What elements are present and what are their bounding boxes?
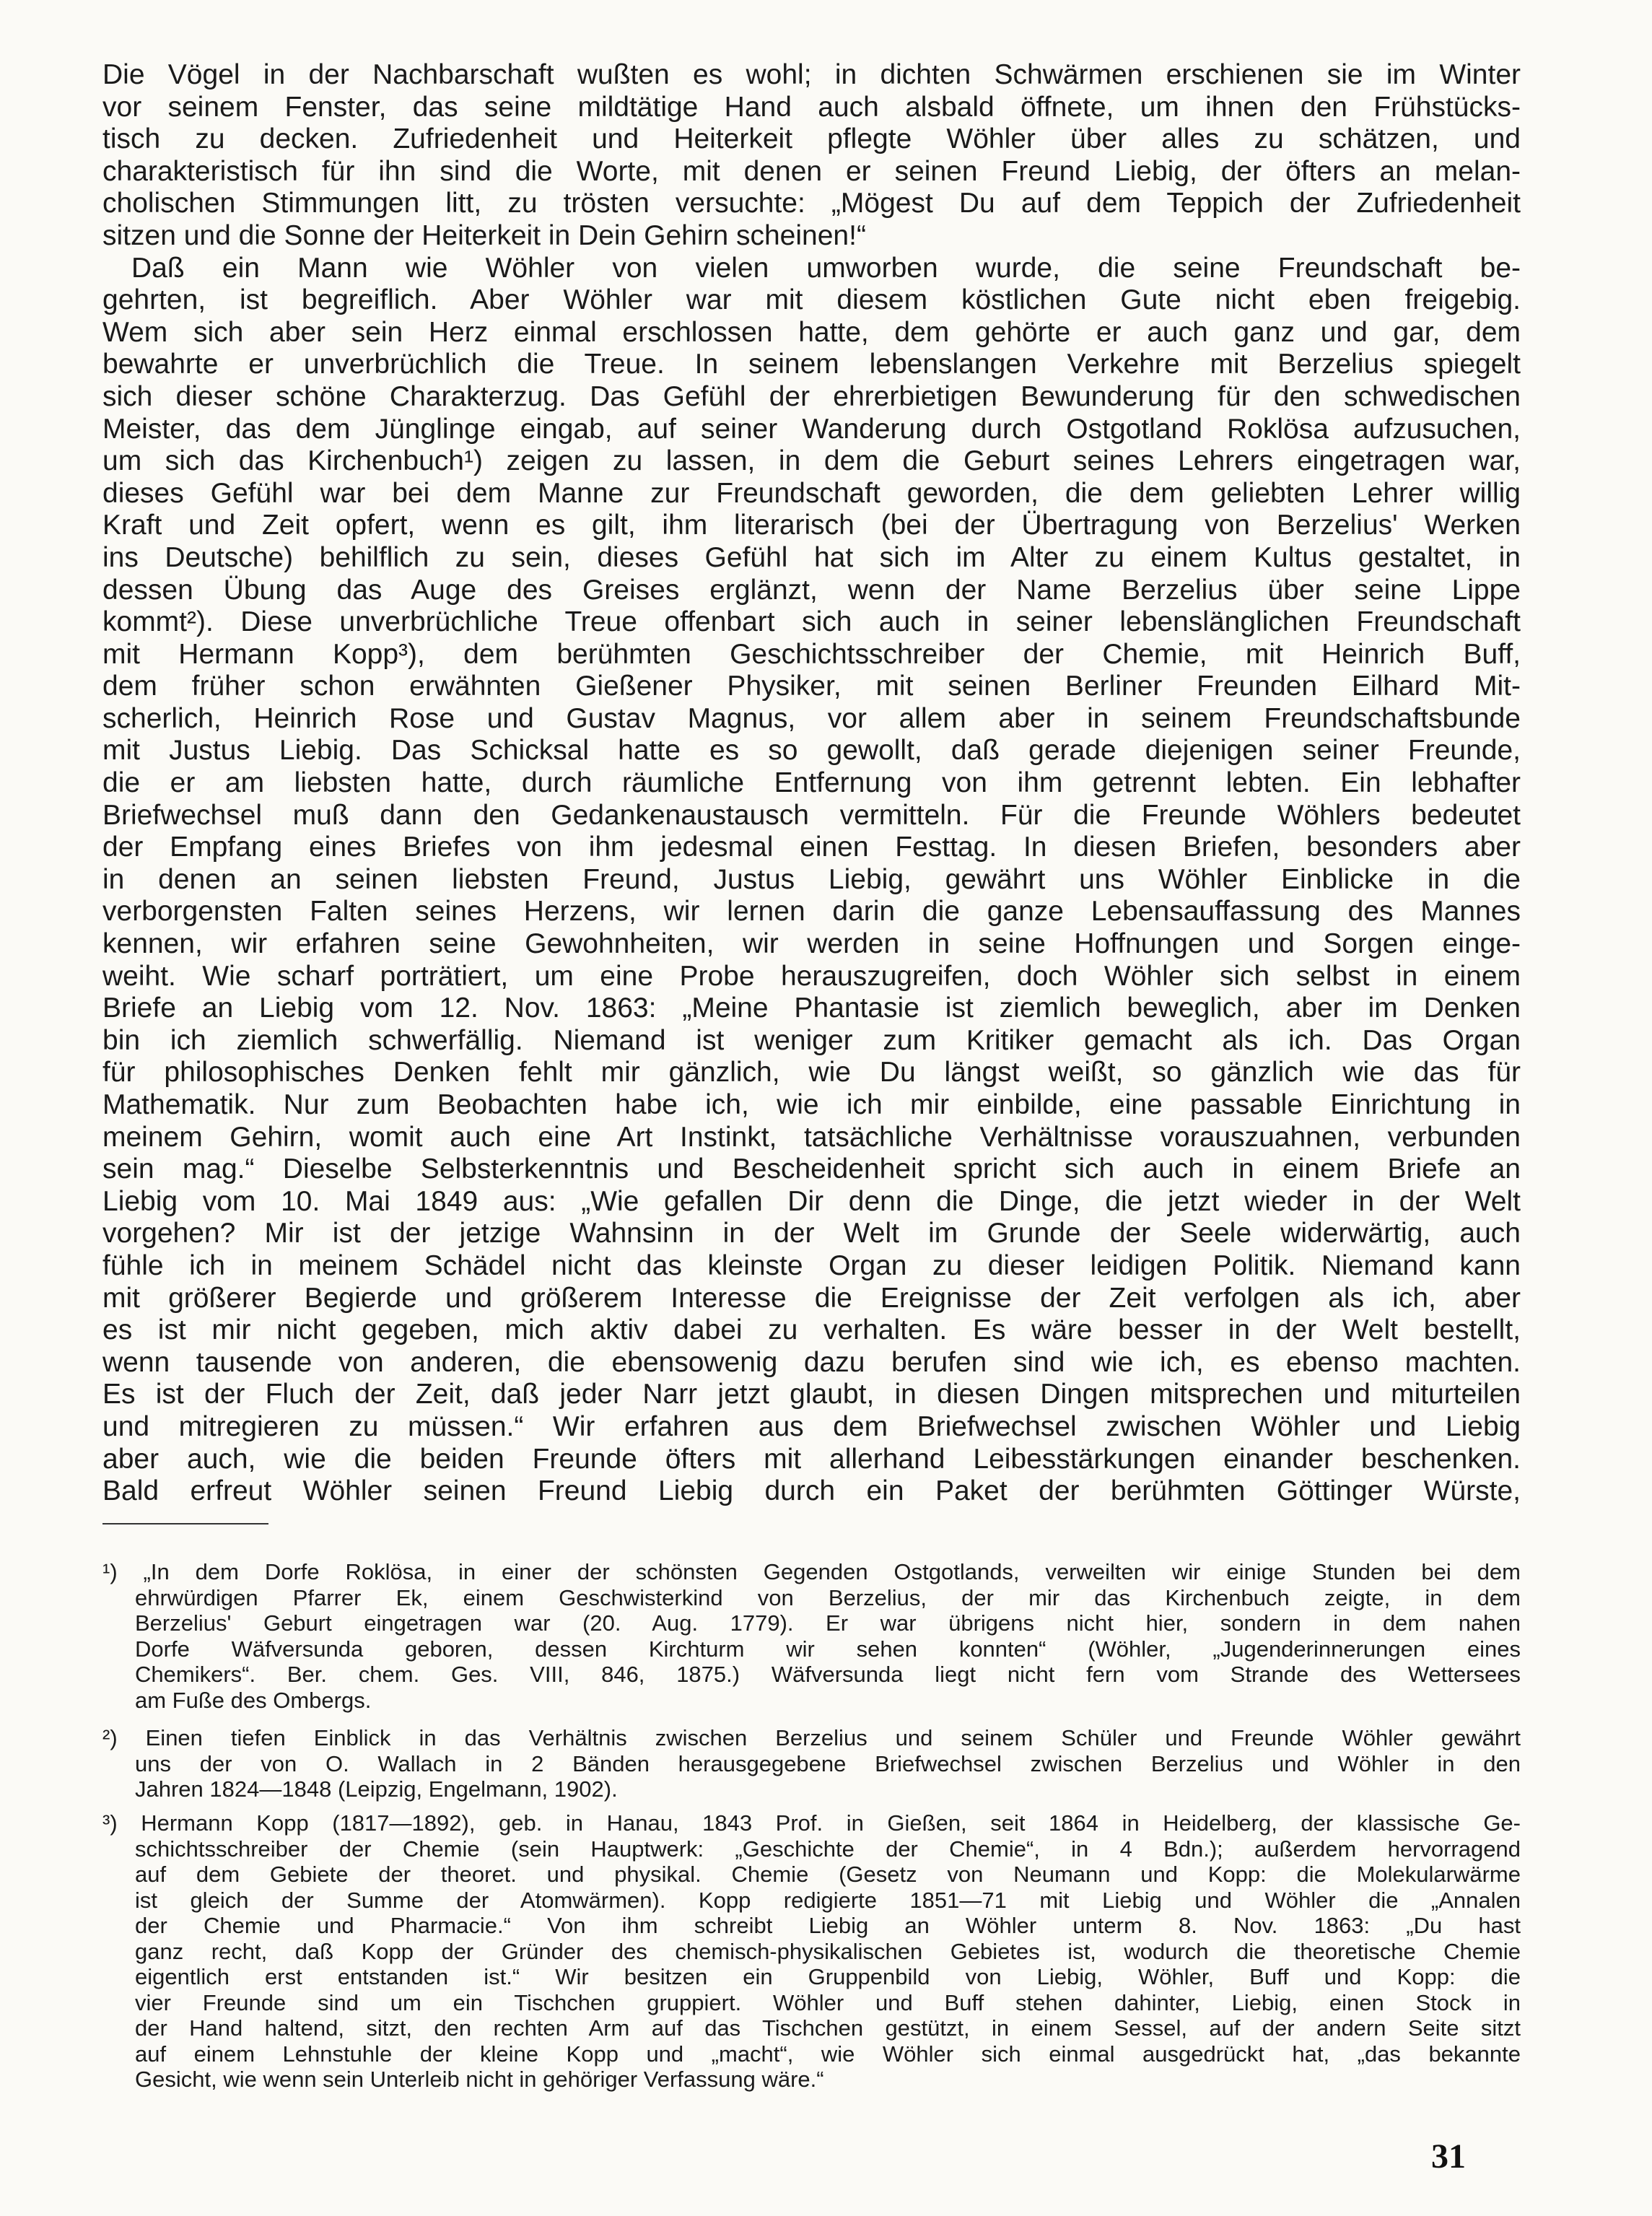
text-line: tisch zu decken. Zufriedenheit und Heiterkeit pflegte Wöhler über alles zu schätzen, und — [102, 123, 1521, 155]
text-line: und mitregieren zu müssen.“ Wir erfahren aus dem Briefwechsel zwischen Wöhler und Liebig — [102, 1410, 1521, 1442]
text-line: weiht. Wie scharf porträtiert, um eine Probe herauszugreifen, doch Wöhler sich selbst in einem — [102, 960, 1521, 992]
footnote-line: Berzelius' Geburt eingetragen war (20. Aug. 1779). Er war übrigens nicht hier, sondern in dem nahen — [135, 1610, 1521, 1636]
text-line: scherlich, Heinrich Rose und Gustav Magnus, vor allem aber in seinem Freundschaftsbunde — [102, 702, 1521, 734]
footnote-line: am Fuße des Ombergs. — [135, 1687, 372, 1713]
footnote-line: schichtsschreiber der Chemie (sein Hauptwerk: „Geschichte der Chemie“, in 4 Bdn.); außerdem hervorragend — [135, 1836, 1521, 1862]
text-line: kennen, wir erfahren seine Gewohnheiten, wir werden in seine Hoffnungen und Sorgen einge- — [102, 928, 1521, 960]
footnote-line: ¹) „In dem Dorfe Roklösa, in einer der schönsten Gegenden Ostgotlands, verweilten wir einige Stunden bei dem — [102, 1559, 1521, 1584]
footnote-line: ³) Hermann Kopp (1817—1892), geb. in Hanau, 1843 Prof. in Gießen, seit 1864 in Heidelberg, der klassische Ge- — [102, 1810, 1521, 1836]
text-line: fühle ich in meinem Schädel nicht das kleinste Organ zu dieser leidigen Politik. Niemand kann — [102, 1249, 1521, 1281]
text-line: sitzen und die Sonne der Heiterkeit in Dein Gehirn scheinen!“ — [102, 219, 866, 251]
footnote-line: auf dem Gebiete der theoret. und physikal. Chemie (Gesetz von Neumann und Kopp: die Molekularwärme — [135, 1862, 1521, 1887]
text-line: sich dieser schöne Charakterzug. Das Gefühl der ehrerbietigen Bewunderung für den schwedischen — [102, 380, 1521, 412]
text-line: Mathematik. Nur zum Beobachten habe ich, wie ich mir einbilde, eine passable Einrichtung in — [102, 1089, 1521, 1120]
footnote-line: ehrwürdigen Pfarrer Ek, einem Geschwisterkind von Berzelius, der mir das Kirchenbuch zeigte, in dem — [135, 1584, 1521, 1610]
text-line: charakteristisch für ihn sind die Worte, mit denen er seinen Freund Liebig, der öfters an melan- — [102, 155, 1521, 187]
text-line: bewahrte er unverbrüchlich die Treue. In seinem lebenslangen Verkehre mit Berzelius spiegelt — [102, 349, 1521, 380]
page-number: 31 — [1431, 2137, 1466, 2176]
text-line: Kraft und Zeit opfert, wenn es gilt, ihm literarisch (bei der Übertragung von Berzelius' Werken — [102, 510, 1521, 541]
text-line: bin ich ziemlich schwerfällig. Niemand ist weniger zum Kritiker gemacht als ich. Das Organ — [102, 1024, 1521, 1056]
footnote-line: ²) Einen tiefen Einblick in das Verhältnis zwischen Berzelius und seinem Schüler und Freunde Wöhler gewährt — [102, 1725, 1521, 1750]
footnote-line: Chemikers“. Ber. chem. Ges. VIII, 846, 1875.) Wäfversunda liegt nicht fern vom Strande des Wettersees — [135, 1662, 1521, 1687]
text-line: wenn tausende von anderen, die ebensowenig dazu berufen sind wie ich, es ebenso machten. — [102, 1346, 1521, 1378]
footnote-1 — [102, 1559, 1521, 1713]
footnote-line: ist gleich der Summe der Atomwärmen). Kopp redigierte 1851—71 mit Liebig und Wöhler die „Annalen — [135, 1887, 1521, 1913]
footnote-3 — [102, 1810, 1521, 2093]
text-line: die er am liebsten hatte, durch räumliche Entfernung von ihm getrennt lebten. Ein lebhafter — [102, 767, 1521, 799]
text-line: dieses Gefühl war bei dem Manne zur Freundschaft geworden, die dem geliebten Lehrer willig — [102, 477, 1521, 509]
text-line: in denen an seinen liebsten Freund, Justus Liebig, gewährt uns Wöhler Einblicke in die — [102, 863, 1521, 895]
text-line: Liebig vom 10. Mai 1849 aus: „Wie gefallen Dir denn die Dinge, die jetzt wieder in der Welt — [102, 1185, 1521, 1217]
footnote-line: auf einem Lehnstuhle der kleine Kopp und „macht“, wie Wöhler sich einmal ausgedrückt hat, „das bekannte — [135, 2041, 1521, 2067]
footnote-line: vier Freunde sind um ein Tischchen gruppiert. Wöhler und Buff stehen dahinter, Liebig, einen Stock in — [135, 1989, 1521, 2015]
text-line: meinem Gehirn, womit auch eine Art Instinkt, tatsächliche Verhältnisse vorauszuahnen, verbunden — [102, 1121, 1521, 1153]
text-line: Briefe an Liebig vom 12. Nov. 1863: „Meine Phantasie ist ziemlich beweglich, aber im Denken — [102, 993, 1521, 1024]
text-line: um sich das Kirchenbuch¹) zeigen zu lassen, in dem die Geburt seines Lehrers eingetragen war, — [102, 445, 1521, 477]
text-line: Briefwechsel muß dann den Gedankenaustausch vermitteln. Für die Freunde Wöhlers bedeutet — [102, 799, 1521, 831]
text-line: cholischen Stimmungen litt, zu trösten versuchte: „Mögest Du auf dem Teppich der Zufriedenheit — [102, 188, 1521, 219]
footnote-line: Jahren 1824—1848 (Leipzig, Engelmann, 1902). — [135, 1776, 618, 1802]
footnote-line: der Chemie und Pharmacie.“ Von ihm schreibt Liebig an Wöhler unterm 8. Nov. 1863: „Du hast — [135, 1913, 1521, 1938]
footnote-line: ganz recht, daß Kopp der Gründer des chemisch-physikalischen Gebietes ist, wodurch die theoretische Chemie — [135, 1938, 1521, 1964]
text-line: Daß ein Mann wie Wöhler von vielen umworben wurde, die seine Freundschaft be- — [131, 252, 1521, 284]
text-line: sein mag.“ Dieselbe Selbsterkenntnis und Bescheidenheit spricht sich auch in einem Briefe an — [102, 1153, 1521, 1185]
footnote-separator — [102, 1523, 268, 1524]
footnote-line: der Hand haltend, sitzt, den rechten Arm auf das Tischchen gestützt, in einem Sessel, auf der andern Seite sitzt — [135, 2015, 1521, 2041]
text-line: aber auch, wie die beiden Freunde öfters mit allerhand Leibesstärkungen einander beschenken. — [102, 1443, 1521, 1475]
text-line: Bald erfreut Wöhler seinen Freund Liebig durch ein Paket der berühmten Göttinger Würste, — [102, 1475, 1521, 1507]
footnote-line: Gesicht, wie wenn sein Unterleib nicht in gehöriger Verfassung wäre.“ — [135, 2067, 824, 2092]
text-line: mit größerer Begierde und größerem Interesse die Ereignisse der Zeit verfolgen als ich, aber — [102, 1282, 1521, 1314]
text-line: es ist mir nicht gegeben, mich aktiv dabei zu verhalten. Es wäre besser in der Welt bestellt, — [102, 1314, 1521, 1346]
text-line: vor seinem Fenster, das seine mildtätige Hand auch alsbald öffnete, um ihnen den Frühstücks- — [102, 91, 1521, 123]
text-line: gehrten, ist begreiflich. Aber Wöhler war mit diesem köstlichen Gute nicht eben freigebig. — [102, 284, 1521, 316]
text-line: verborgensten Falten seines Herzens, wir lernen darin die ganze Lebensauffassung des Mannes — [102, 896, 1521, 928]
footnote-line: eigentlich erst entstanden ist.“ Wir besitzen ein Gruppenbild von Liebig, Wöhler, Buff und Kopp: die — [135, 1964, 1521, 1989]
text-line: mit Hermann Kopp³), dem berühmten Geschichtsschreiber der Chemie, mit Heinrich Buff, — [102, 638, 1521, 670]
text-line: vorgehen? Mir ist der jetzige Wahnsinn in der Welt im Grunde der Seele widerwärtig, auch — [102, 1218, 1521, 1249]
main-text — [102, 59, 1521, 1540]
text-line: mit Justus Liebig. Das Schicksal hatte es so gewollt, daß gerade diejenigen seiner Freunde, — [102, 735, 1521, 767]
text-line: Es ist der Fluch der Zeit, daß jeder Narr jetzt glaubt, in diesen Dingen mitsprechen und miturteilen — [102, 1379, 1521, 1410]
text-line: dessen Übung das Auge des Greises erglänzt, wenn der Name Berzelius über seine Lippe — [102, 574, 1521, 606]
footnote-2 — [102, 1725, 1521, 1802]
text-line: für philosophisches Denken fehlt mir gänzlich, wie Du längst weißt, so gänzlich wie das für — [102, 1057, 1521, 1089]
text-line — [102, 1508, 1521, 1540]
footnote-line: Dorfe Wäfversunda geboren, dessen Kirchturm wir sehen konnten“ (Wöhler, „Jugenderinnerungen eines — [135, 1636, 1521, 1662]
text-line: Meister, das dem Jünglinge eingab, auf seiner Wanderung durch Ostgotland Roklösa aufzusuchen, — [102, 413, 1521, 445]
text-line: Wem sich aber sein Herz einmal erschlossen hatte, dem gehörte er auch ganz und gar, dem — [102, 316, 1521, 348]
text-line: ins Deutsche) behilflich zu sein, dieses Gefühl hat sich im Alter zu einem Kultus gestaltet, in — [102, 541, 1521, 573]
footnote-line: uns der von O. Wallach in 2 Bänden herausgegebene Briefwechsel zwischen Berzelius und Wöhler in den — [135, 1750, 1521, 1776]
text-line: dem früher schon erwähnten Gießener Physiker, mit seinen Berliner Freunden Eilhard Mit- — [102, 671, 1521, 702]
text-line: kommt²). Diese unverbrüchliche Treue offenbart sich auch in seiner lebenslänglichen Freundschaft — [102, 606, 1521, 638]
text-line: der Empfang eines Briefes von ihm jedesmal einen Festtag. In diesen Briefen, besonders aber — [102, 832, 1521, 863]
text-line: Die Vögel in der Nachbarschaft wußten es wohl; in dichten Schwärmen erschienen sie im Winter — [102, 59, 1521, 90]
